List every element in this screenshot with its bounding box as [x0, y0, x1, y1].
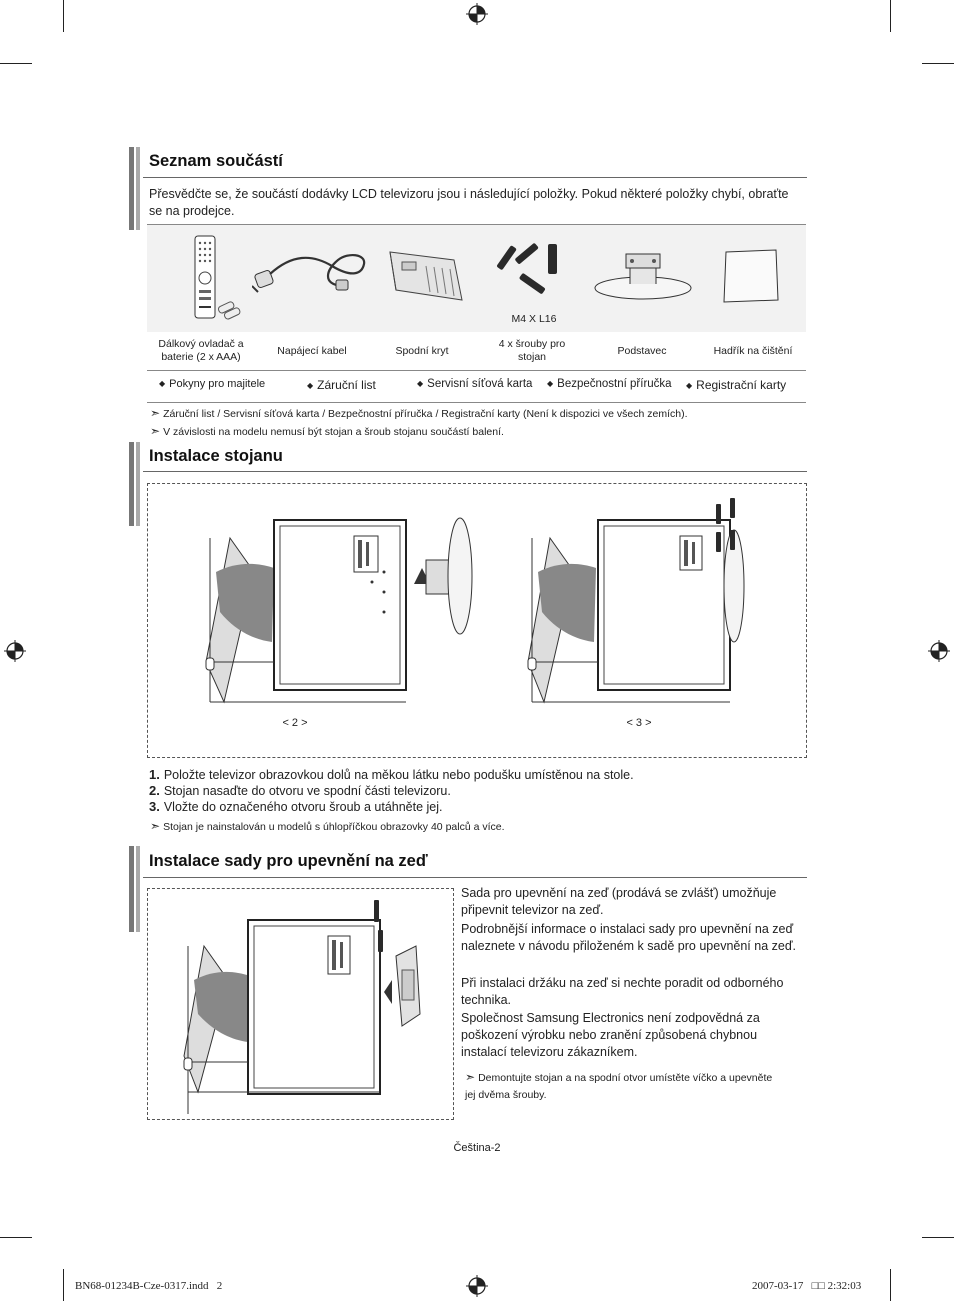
- registration-mark-icon: [466, 3, 488, 25]
- document-item: ◆ Bezpečnostní příručka: [547, 378, 672, 390]
- diamond-bullet-icon: ◆: [417, 379, 424, 388]
- section-bar: [129, 147, 134, 230]
- crop-mark: [890, 0, 891, 32]
- stand-step: 2. Stojan nasaďte do otvoru ve spodní části televizoru.: [149, 783, 451, 798]
- crop-mark: [890, 1269, 891, 1301]
- wall-paragraph: Podrobnější informace o instalaci sady pro upevnění na zeď naleznete v návodu přiloženém k sadě pro upevnění na zeď.: [461, 922, 796, 953]
- note-arrow-icon: ➣: [150, 406, 161, 420]
- registration-mark-icon: [4, 640, 26, 662]
- stand-install-step2-illustration: [196, 512, 486, 708]
- wall-paragraph: Sada pro upevnění na zeď (prodává se zvlášť) umožňuje připevnit televizor na zeď.: [461, 886, 777, 917]
- section-bar: [129, 442, 134, 526]
- document-item: ◆ Záruční list: [307, 378, 376, 392]
- remote-control-icon: [188, 234, 244, 324]
- part-label-screws: 4 x šrouby pro stojan: [498, 338, 566, 363]
- crop-mark: [922, 63, 954, 64]
- diamond-bullet-icon: ◆: [307, 381, 314, 390]
- bottom-cover-icon: [384, 246, 466, 304]
- page-number: Čeština-2: [453, 1142, 501, 1154]
- crop-mark: [0, 1237, 32, 1238]
- crop-mark: [922, 1237, 954, 1238]
- part-label-remote: Dálkový ovladač a baterie (2 x AAA): [158, 338, 244, 363]
- diamond-bullet-icon: ◆: [547, 379, 554, 388]
- parts-note: ➣ Záruční list / Servisní síťová karta / Bezpečnostní příručka / Registrační karty (Není k dispozici ve všech zemích).: [150, 406, 688, 420]
- figure-label-step3: < 3 >: [626, 717, 652, 729]
- stand-note: ➣ Stojan je nainstalován u modelů s úhlopříčkou obrazovky 40 palců a více.: [150, 819, 505, 833]
- figure-label-step2: < 2 >: [282, 717, 308, 729]
- documents-row: [147, 370, 806, 403]
- print-datetime: 2007-03-17 □□ 2:32:03: [752, 1280, 862, 1292]
- cleaning-cloth-icon: [720, 248, 782, 306]
- wall-paragraph: Při instalaci držáku na zeď si nechte poradit od odborného technika.: [461, 976, 784, 1007]
- note-arrow-icon: ➣: [465, 1070, 476, 1084]
- note-arrow-icon: ➣: [150, 424, 161, 438]
- wall-section-title: Instalace sady pro upevnění na zeď: [149, 852, 428, 870]
- part-label-stand-base: Podstavec: [617, 345, 667, 357]
- stand-section-title: Instalace stojanu: [149, 447, 283, 465]
- wall-paragraph: Společnost Samsung Electronics není zodpovědná za poškození výrobku nebo zranění způsobená chybnou instalací televizoru zákazníkem.: [461, 1011, 760, 1059]
- section-rule: [143, 471, 807, 472]
- power-cable-icon: [252, 244, 372, 306]
- screws-icon: [490, 240, 574, 308]
- part-label-bottom-cover: Spodní kryt: [395, 345, 449, 357]
- parts-section-title: Seznam součástí: [149, 152, 283, 170]
- parts-intro: Přesvědčte se, že součástí dodávky LCD televizoru jsou i následující položky. Pokud některé položky chybí, obraťte se na prodejce.: [149, 187, 789, 218]
- wall-mount-illustration: [170, 896, 440, 1116]
- stand-install-step3-illustration: [520, 496, 800, 708]
- note-arrow-icon: ➣: [150, 819, 161, 833]
- diamond-bullet-icon: ◆: [686, 381, 693, 390]
- registration-mark-icon: [928, 640, 950, 662]
- section-bar: [136, 846, 140, 932]
- part-label-power-cable: Napájecí kabel: [277, 345, 347, 357]
- section-rule: [143, 877, 807, 878]
- registration-mark-icon: [466, 1275, 488, 1297]
- section-rule: [143, 177, 807, 178]
- stand-step: 1. Položte televizor obrazovkou dolů na měkou látku nebo podušku umístěnou na stole.: [149, 767, 634, 782]
- print-file-info: BN68-01234B-Cze-0317.indd 2: [75, 1280, 223, 1292]
- crop-mark: [63, 1269, 64, 1301]
- diamond-bullet-icon: ◆: [159, 379, 166, 388]
- section-bar: [136, 442, 140, 526]
- document-item: ◆ Pokyny pro majitele: [159, 378, 266, 390]
- document-item: ◆ Servisní síťová karta: [417, 378, 533, 390]
- section-bar: [129, 846, 134, 932]
- wall-note: ➣ Demontujte stojan a na spodní otvor umístěte víčko a upevněte jej dvěma šrouby.: [465, 1070, 773, 1101]
- stand-base-icon: [590, 246, 696, 304]
- screw-size-label: M4 X L16: [511, 313, 557, 325]
- document-item: ◆ Registrační karty: [686, 378, 787, 392]
- crop-mark: [63, 0, 64, 32]
- stand-step: 3. Vložte do označeného otvoru šroub a utáhněte jej.: [149, 799, 443, 814]
- part-label-cleaning-cloth: Hadřík na čištění: [713, 345, 793, 357]
- section-bar: [136, 147, 140, 230]
- crop-mark: [0, 63, 32, 64]
- parts-note: ➣ V závislosti na modelu nemusí být stojan a šroub stojanu součástí balení.: [150, 424, 504, 438]
